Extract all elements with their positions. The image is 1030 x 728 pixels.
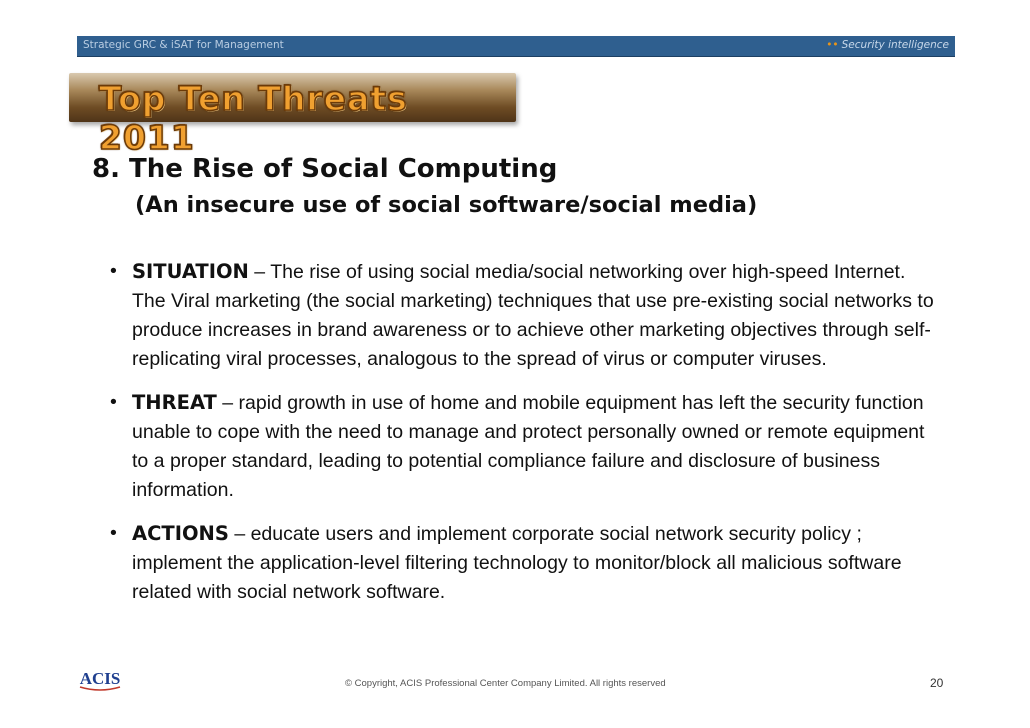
acis-logo [78,667,122,691]
bullet-dot-icon: • [110,391,117,413]
bullet-actions [110,519,940,607]
banner-text: Top Ten Threats 2011 [99,79,408,157]
bullet-threat [110,388,940,505]
header-bar [77,36,955,57]
bullet-dot-icon: • [110,522,117,544]
bullet-situation [110,257,940,374]
bullet-list [110,257,940,621]
bullet-keyword: ACTIONS [132,522,229,545]
tagline-dots: •• [826,39,839,51]
bullet-text: – educate users and implement corporate social network security policy ; implement the application-level filtering technology to monitor/block all malicious software related with social network software. [132,523,902,603]
title-banner [69,73,516,157]
bullet-text: – rapid growth in use of home and mobile equipment has left the security function unable to cope with the need to manage and protect personally owned or remote equipment to a proper standard, leading to potential compliance failure and disclosure of business information. [132,392,925,501]
logo-text: ACIS [79,669,121,688]
footer-copyright: © Copyright, ACIS Professional Center Company Limited. All rights reserved [345,678,666,689]
bullet-dot-icon: • [110,260,117,282]
bullet-text: – The rise of using social media/social networking over high-speed Internet. The Viral marketing (the social marketing) techniques that use pre-existing social networks to produce increases in brand awareness or to achieve other marketing objectives through self-replicating viral processes, analogous to the spread of virus or computer viruses. [132,261,934,370]
page-number: 20 [930,676,944,690]
header-tagline [826,39,949,51]
bullet-keyword: SITUATION [132,260,249,283]
header-course-title: Strategic GRC & iSAT for Management [83,39,284,51]
bullet-keyword: THREAT [132,391,217,414]
slide-title: 8. The Rise of Social Computing [92,154,558,184]
slide-subtitle: (An insecure use of social software/social media) [135,192,758,218]
tagline-text: Security intelligence [841,39,949,51]
